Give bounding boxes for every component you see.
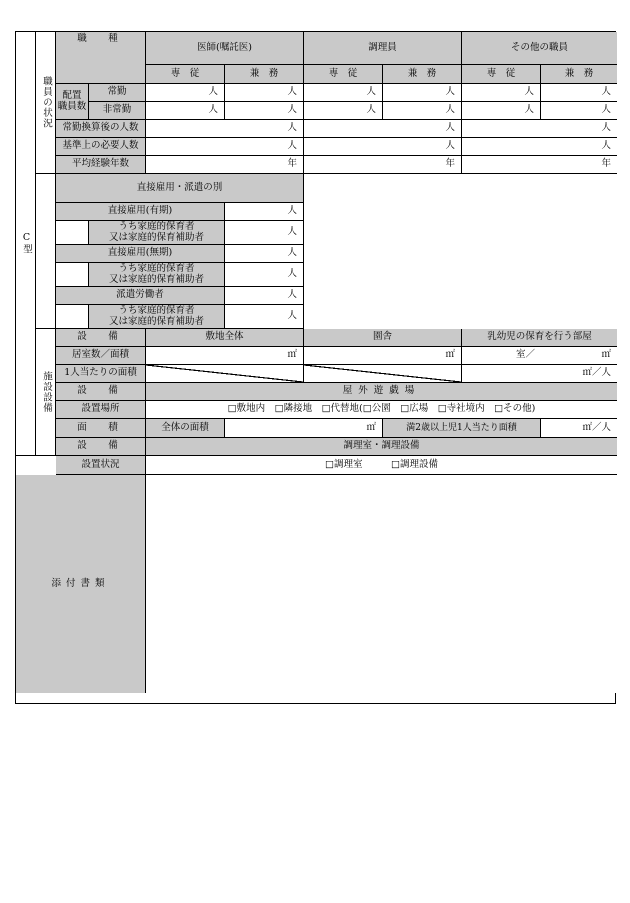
c-type-label: C型: [16, 32, 36, 456]
doctor-required-cell[interactable]: 人: [146, 138, 304, 156]
site-area-cell[interactable]: ㎡: [146, 347, 304, 365]
employment-blank-area: [304, 174, 617, 329]
area-label: 面 積: [56, 419, 146, 438]
total-area-label: 全体の面積: [146, 419, 225, 438]
rooms-area-label: 居室数／面積: [56, 347, 146, 365]
cook-part-time-header: 兼 務: [383, 65, 462, 84]
location-label: 設置場所: [56, 401, 146, 419]
fixed-term-cell[interactable]: 人: [225, 203, 304, 221]
application-form-table: [15, 31, 616, 704]
doctor-regular-full-cell[interactable]: 人: [146, 84, 225, 102]
dispatched-label: 派遣労働者: [56, 287, 225, 305]
regular-label: 常勤: [89, 84, 146, 102]
playground-equipment-label: 設 備: [56, 383, 146, 401]
employment-header: 直接雇用・派遣の別: [56, 174, 304, 203]
total-area-cell[interactable]: ㎡: [225, 419, 383, 438]
fixed-family-cell[interactable]: 人: [225, 221, 304, 245]
infant-room-area-cell[interactable]: ㎡: [541, 347, 617, 365]
infant-room-count-cell[interactable]: 室／: [462, 347, 541, 365]
other-nonregular-part-cell[interactable]: 人: [541, 102, 617, 120]
nonregular-label: 非常勤: [89, 102, 146, 120]
required-label: 基準上の必要人数: [56, 138, 146, 156]
other-full-time-header: 専 従: [462, 65, 541, 84]
fte-label: 常勤換算後の人数: [56, 120, 146, 138]
other-fte-cell[interactable]: 人: [462, 120, 617, 138]
per-person-area-label: 1人当たりの面積: [56, 365, 146, 383]
indefinite-family-label: うち家庭的保育者 又は家庭的保育補助者: [89, 263, 225, 287]
other-regular-full-cell[interactable]: 人: [462, 84, 541, 102]
cook-nonregular-full-cell[interactable]: 人: [304, 102, 383, 120]
site-total-header: 敷地全体: [146, 329, 304, 347]
doctor-nonregular-full-cell[interactable]: 人: [146, 102, 225, 120]
indefinite-family-indent: [56, 263, 89, 287]
doctor-years-cell[interactable]: 年: [146, 156, 304, 174]
col-other-header: その他の職員: [462, 32, 617, 65]
age2-area-cell[interactable]: ㎡／人: [541, 419, 617, 438]
facility-equipment-label: 設 備: [56, 329, 146, 347]
infant-room-header: 乳幼児の保育を行う部屋: [462, 329, 617, 347]
building-header: 園舎: [304, 329, 462, 347]
other-nonregular-full-cell[interactable]: 人: [462, 102, 541, 120]
cook-full-time-header: 専 従: [304, 65, 383, 84]
avg-years-label: 平均経験年数: [56, 156, 146, 174]
site-per-person-diagonal: [146, 365, 304, 383]
employment-side-blank: [36, 174, 56, 329]
doctor-fte-cell[interactable]: 人: [146, 120, 304, 138]
kitchen-status-label: 設置状況: [56, 456, 146, 475]
dispatched-family-indent: [56, 305, 89, 329]
fixed-family-indent: [56, 221, 89, 245]
cook-required-cell[interactable]: 人: [304, 138, 462, 156]
infant-per-person-cell[interactable]: ㎡／人: [462, 365, 617, 383]
indefinite-cell[interactable]: 人: [225, 245, 304, 263]
doctor-regular-part-cell[interactable]: 人: [225, 84, 304, 102]
job-type-header: 職 種: [56, 32, 146, 84]
location-options[interactable]: □敷地内 □隣接地 □代替地(□公園 □広場 □寺社境内 □その他): [146, 401, 617, 419]
dispatched-family-cell[interactable]: 人: [225, 305, 304, 329]
other-years-cell[interactable]: 年: [462, 156, 617, 174]
fixed-term-label: 直接雇用(有期): [56, 203, 225, 221]
placement-label: 配置 職員数: [56, 84, 89, 120]
building-per-person-diagonal: [304, 365, 462, 383]
kitchen-equipment-label: 設 備: [56, 438, 146, 456]
dispatched-cell[interactable]: 人: [225, 287, 304, 305]
cook-nonregular-part-cell[interactable]: 人: [383, 102, 462, 120]
col-doctor-header: 医師(嘱託医): [146, 32, 304, 65]
building-area-cell[interactable]: ㎡: [304, 347, 462, 365]
attachments-area[interactable]: [146, 475, 617, 693]
kitchen-header: 調理室・調理設備: [146, 438, 617, 456]
cook-years-cell[interactable]: 年: [304, 156, 462, 174]
other-regular-part-cell[interactable]: 人: [541, 84, 617, 102]
other-part-time-header: 兼 務: [541, 65, 617, 84]
doctor-part-time-header: 兼 務: [225, 65, 304, 84]
staff-section-label: 職員の状況: [36, 32, 56, 174]
dispatched-family-label: うち家庭的保育者 又は家庭的保育補助者: [89, 305, 225, 329]
cook-fte-cell[interactable]: 人: [304, 120, 462, 138]
col-cook-header: 調理員: [304, 32, 462, 65]
doctor-nonregular-part-cell[interactable]: 人: [225, 102, 304, 120]
cook-regular-part-cell[interactable]: 人: [383, 84, 462, 102]
facility-section-label: 施設設備: [36, 329, 56, 456]
indefinite-label: 直接雇用(無期): [56, 245, 225, 263]
attachments-label: 添付書類: [16, 475, 146, 693]
playground-header: 屋外遊戯場: [146, 383, 617, 401]
cook-regular-full-cell[interactable]: 人: [304, 84, 383, 102]
indefinite-family-cell[interactable]: 人: [225, 263, 304, 287]
kitchen-options[interactable]: □調理室 □調理設備: [146, 456, 617, 475]
age2-area-label: 満2歳以上児1人当たり面積: [383, 419, 541, 438]
fixed-family-label: うち家庭的保育者 又は家庭的保育補助者: [89, 221, 225, 245]
doctor-full-time-header: 専 従: [146, 65, 225, 84]
other-required-cell[interactable]: 人: [462, 138, 617, 156]
